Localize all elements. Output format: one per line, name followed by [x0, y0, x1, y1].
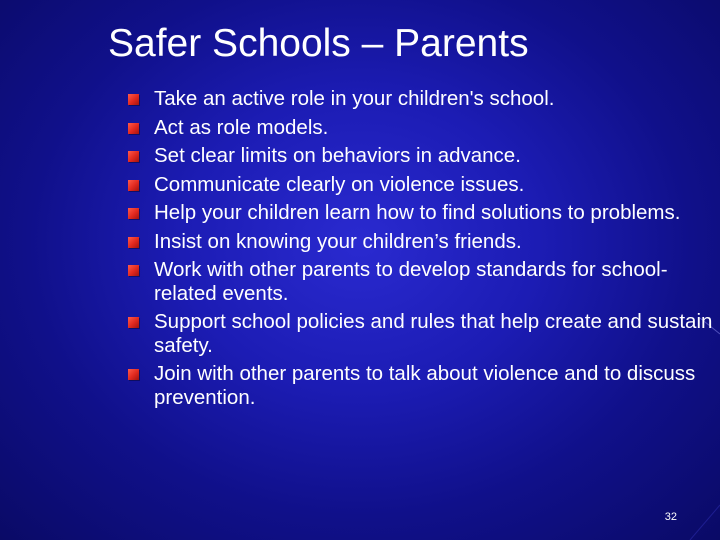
- square-bullet-icon: [128, 94, 139, 105]
- bullet-item: [128, 201, 713, 225]
- square-bullet-icon: [128, 369, 139, 380]
- slide-title: Safer Schools – Parents: [108, 22, 529, 65]
- square-bullet-icon: [128, 237, 139, 248]
- bullet-text: Support school policies and rules that help create and sustain safety.: [154, 310, 713, 357]
- bullet-item: [128, 173, 713, 197]
- bullet-text: Join with other parents to talk about violence and to discuss prevention.: [154, 362, 696, 409]
- bullet-text: Help your children learn how to find solutions to problems.: [154, 201, 681, 224]
- square-bullet-icon: [128, 180, 139, 191]
- bullet-text: Take an active role in your children's school.: [154, 87, 555, 110]
- square-bullet-icon: [128, 208, 139, 219]
- bullet-item: [128, 87, 713, 111]
- square-bullet-icon: [128, 151, 139, 162]
- bullet-item: [128, 230, 713, 254]
- page-number: 32: [664, 511, 677, 523]
- square-bullet-icon: [128, 317, 139, 328]
- bullet-item: [128, 258, 713, 305]
- square-bullet-icon: [128, 265, 139, 276]
- bullet-text: Work with other parents to develop standards for school-related events.: [154, 258, 668, 305]
- bullet-text: Set clear limits on behaviors in advance.: [154, 144, 521, 167]
- bullet-item: [128, 310, 713, 357]
- square-bullet-icon: [128, 123, 139, 134]
- bullet-text: Communicate clearly on violence issues.: [154, 172, 525, 196]
- bullet-text: Act as role models.: [154, 115, 329, 139]
- bullet-item: [128, 362, 713, 409]
- bullet-text: Insist on knowing your children’s friends.: [154, 229, 522, 253]
- bullet-item: [128, 144, 713, 168]
- bullet-item: [128, 116, 713, 140]
- bullet-list: [128, 87, 713, 414]
